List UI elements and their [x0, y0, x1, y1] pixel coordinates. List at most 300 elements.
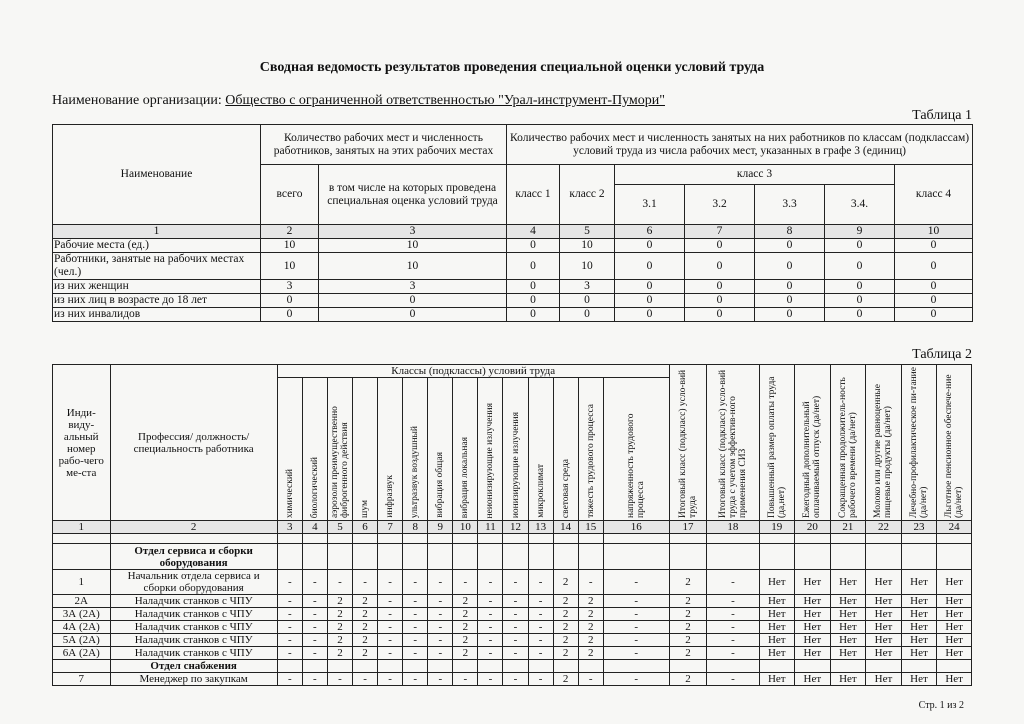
- t2-header-extra-leave: [795, 365, 831, 521]
- t1-header-class1: класс 1: [507, 165, 560, 225]
- table-cell: 2: [453, 595, 478, 608]
- table-cell: Нет: [866, 634, 902, 647]
- empty-cell: [53, 534, 111, 544]
- empty-cell: [553, 544, 578, 570]
- table-cell: 2: [669, 570, 707, 595]
- table-cell: 2: [553, 634, 578, 647]
- table-cell: 10: [319, 239, 507, 253]
- table-cell: 0: [825, 280, 895, 294]
- empty-cell: [795, 544, 831, 570]
- t1-col-num: 10: [895, 225, 973, 239]
- t2-col-num: 20: [795, 521, 831, 534]
- table-cell: Нет: [901, 608, 937, 621]
- table-cell: -: [353, 673, 378, 686]
- workplace-id: 2А: [53, 595, 111, 608]
- workplace-id: 4А (2А): [53, 621, 111, 634]
- table-cell: Нет: [830, 647, 866, 660]
- t2-col-num: 23: [901, 521, 937, 534]
- empty-cell: [428, 544, 453, 570]
- t1-header-class3: класс 3: [615, 165, 895, 185]
- factor-header: [503, 378, 528, 521]
- t2-col-num: 2: [110, 521, 277, 534]
- table-row: [53, 308, 973, 322]
- table-cell: -: [603, 634, 669, 647]
- table-cell: 0: [895, 294, 973, 308]
- table-cell: Нет: [901, 673, 937, 686]
- t2-col-num: 22: [866, 521, 902, 534]
- workplace-id: 7: [53, 673, 111, 686]
- empty-cell: [53, 544, 111, 570]
- table-cell: -: [403, 570, 428, 595]
- table-cell: Нет: [795, 570, 831, 595]
- table-cell: -: [453, 673, 478, 686]
- t2-col-num: 19: [759, 521, 795, 534]
- t2-header-id: Инди-виду-альный номер рабо-чего ме-ста: [53, 365, 111, 521]
- t1-header-total: всего: [261, 165, 319, 225]
- table-cell: -: [707, 608, 759, 621]
- table-cell: Нет: [937, 595, 972, 608]
- table-cell: 0: [560, 308, 615, 322]
- table-row: [53, 253, 973, 280]
- table-cell: -: [277, 608, 302, 621]
- empty-cell: [830, 534, 866, 544]
- table-cell: -: [478, 621, 503, 634]
- table-cell: -: [707, 621, 759, 634]
- t2-col-num: 4: [302, 521, 327, 534]
- tail-header-label: Льготное пенсионное обеспече-ние (да/нет): [944, 374, 965, 518]
- table-cell: -: [378, 673, 403, 686]
- section-row: [53, 660, 972, 673]
- empty-cell: [378, 660, 403, 673]
- t2-col-num: 1: [53, 521, 111, 534]
- t1-header-class2: класс 2: [560, 165, 615, 225]
- table-cell: -: [428, 570, 453, 595]
- table-cell: Нет: [901, 634, 937, 647]
- table-cell: Нет: [830, 595, 866, 608]
- table-cell: Нет: [866, 621, 902, 634]
- empty-cell: [578, 544, 603, 570]
- table-cell: 10: [560, 253, 615, 280]
- t2-col-num: 12: [503, 521, 528, 534]
- factor-header-label: вибрация локальная: [460, 436, 471, 518]
- tail-header-label: Повышенный размер оплаты труда (да,нет): [766, 376, 787, 518]
- table-cell: -: [302, 673, 327, 686]
- factor-header: [528, 378, 553, 521]
- table-cell: -: [528, 647, 553, 660]
- table-cell: Нет: [830, 673, 866, 686]
- t1-header-3-3: 3.3: [755, 185, 825, 225]
- t1-header-included: в том числе на которых проведена специальная оценка условий труда: [319, 165, 507, 225]
- table-cell: Нет: [937, 621, 972, 634]
- t2-col-num: 16: [603, 521, 669, 534]
- table-cell: -: [503, 570, 528, 595]
- table-cell: 2: [327, 608, 352, 621]
- table-cell: -: [428, 595, 453, 608]
- t1-col-num: 9: [825, 225, 895, 239]
- empty-cell: [901, 660, 937, 673]
- empty-cell: [302, 534, 327, 544]
- t2-header-extra-pay: [759, 365, 795, 521]
- table-cell: -: [403, 673, 428, 686]
- t2-col-num: 14: [553, 521, 578, 534]
- table-cell: 0: [615, 294, 685, 308]
- factor-header: [302, 378, 327, 521]
- spacer-row: [53, 534, 972, 544]
- factor-header-label: микроклимат: [535, 464, 546, 518]
- section-name: Отдел сервиса и сборки оборудования: [110, 544, 277, 570]
- table-cell: 0: [615, 253, 685, 280]
- table-cell: -: [378, 570, 403, 595]
- table-cell: 0: [685, 253, 755, 280]
- empty-cell: [603, 534, 669, 544]
- empty-cell: [302, 544, 327, 570]
- table-cell: 0: [895, 239, 973, 253]
- t2-col-num: 9: [428, 521, 453, 534]
- table-cell: -: [478, 608, 503, 621]
- empty-cell: [277, 534, 302, 544]
- table-cell: -: [603, 621, 669, 634]
- table-cell: 10: [261, 253, 319, 280]
- factor-header-label: световая среда: [560, 458, 571, 518]
- empty-cell: [553, 534, 578, 544]
- table-cell: Нет: [866, 647, 902, 660]
- t2-header-classes: Классы (подклассы) условий труда: [277, 365, 669, 378]
- table-cell: 2: [353, 608, 378, 621]
- empty-cell: [669, 544, 707, 570]
- page-number: Стр. 1 из 2: [918, 700, 964, 711]
- empty-cell: [937, 544, 972, 570]
- empty-cell: [669, 534, 707, 544]
- factor-header: [353, 378, 378, 521]
- t2-col-num: 6: [353, 521, 378, 534]
- empty-cell: [378, 534, 403, 544]
- workplace-id: 3А (2А): [53, 608, 111, 621]
- t1-header-classes: Количество рабочих мест и численность занятых на них работников по классам (подклассам) условий труда из числа рабочих мест, указанных в графе 3 (единиц): [507, 125, 973, 165]
- table-row: [53, 595, 972, 608]
- table-cell: 0: [685, 280, 755, 294]
- workplace-id: 6А (2А): [53, 647, 111, 660]
- empty-cell: [759, 534, 795, 544]
- table-cell: Нет: [866, 570, 902, 595]
- empty-cell: [937, 534, 972, 544]
- table-cell: 0: [319, 308, 507, 322]
- row-label: Рабочие места (ед.): [53, 239, 261, 253]
- tail-header-label: Молоко или другие равноценные пищевые продукты (да/нет): [873, 383, 894, 518]
- table-cell: -: [478, 570, 503, 595]
- empty-cell: [453, 534, 478, 544]
- empty-cell: [866, 534, 902, 544]
- tail-header-label: Итоговый класс (подкласс) усло-вий труда: [677, 369, 698, 518]
- table-cell: -: [428, 608, 453, 621]
- table-row: [53, 239, 973, 253]
- t2-header-short-hours: [830, 365, 866, 521]
- table-cell: -: [277, 647, 302, 660]
- empty-cell: [759, 660, 795, 673]
- table-cell: Нет: [759, 621, 795, 634]
- empty-cell: [503, 660, 528, 673]
- table-cell: -: [327, 673, 352, 686]
- table-cell: 2: [327, 595, 352, 608]
- table-cell: -: [478, 595, 503, 608]
- table-cell: 0: [261, 294, 319, 308]
- table-cell: 0: [507, 280, 560, 294]
- empty-cell: [603, 660, 669, 673]
- table-cell: Нет: [795, 673, 831, 686]
- factor-header-label: неионизирующие излучения: [485, 402, 496, 518]
- table-cell: -: [302, 634, 327, 647]
- table-cell: 10: [560, 239, 615, 253]
- table-cell: 2: [669, 595, 707, 608]
- table-cell: 2: [553, 647, 578, 660]
- empty-cell: [302, 660, 327, 673]
- tail-header-label: Ежегодный дополнительный оплачиваемый отпуск (да/нет): [802, 395, 823, 518]
- table-cell: Нет: [866, 673, 902, 686]
- t1-col-num: 3: [319, 225, 507, 239]
- table-cell: -: [378, 621, 403, 634]
- table-cell: 2: [669, 634, 707, 647]
- table-cell: 2: [327, 647, 352, 660]
- table-row: [53, 608, 972, 621]
- table-cell: -: [603, 570, 669, 595]
- table-cell: -: [302, 608, 327, 621]
- empty-cell: [528, 660, 553, 673]
- factor-header: [428, 378, 453, 521]
- table-cell: -: [478, 673, 503, 686]
- t2-header-final-class: [669, 365, 707, 521]
- table-cell: -: [403, 634, 428, 647]
- table-row: [53, 621, 972, 634]
- table-cell: -: [603, 608, 669, 621]
- t1-col-num: 5: [560, 225, 615, 239]
- factor-header-label: тяжесть трудового процесса: [585, 404, 596, 518]
- table-cell: 2: [453, 608, 478, 621]
- t1-header-class4: класс 4: [895, 165, 973, 225]
- empty-cell: [578, 660, 603, 673]
- table-cell: -: [277, 570, 302, 595]
- table-cell: 0: [895, 253, 973, 280]
- empty-cell: [453, 544, 478, 570]
- table-cell: -: [578, 570, 603, 595]
- table-row: [53, 634, 972, 647]
- table-cell: -: [378, 634, 403, 647]
- empty-cell: [707, 534, 759, 544]
- empty-cell: [707, 660, 759, 673]
- empty-cell: [353, 660, 378, 673]
- table-cell: 0: [825, 253, 895, 280]
- table-cell: Нет: [937, 647, 972, 660]
- factor-header: [277, 378, 302, 521]
- row-label: из них лиц в возрасте до 18 лет: [53, 294, 261, 308]
- table-cell: -: [403, 647, 428, 660]
- empty-cell: [937, 660, 972, 673]
- table-cell: Нет: [830, 608, 866, 621]
- factor-header-label: напряженность трудового процесса: [626, 413, 647, 518]
- table-cell: -: [302, 595, 327, 608]
- table-cell: -: [707, 673, 759, 686]
- table-cell: 2: [453, 621, 478, 634]
- table-cell: 3: [560, 280, 615, 294]
- t2-col-num: 24: [937, 521, 972, 534]
- t2-col-num: 13: [528, 521, 553, 534]
- empty-cell: [503, 544, 528, 570]
- table-row: [53, 280, 973, 294]
- table-cell: -: [428, 673, 453, 686]
- profession-name: Наладчик станков с ЧПУ: [110, 608, 277, 621]
- table-cell: -: [528, 634, 553, 647]
- table-cell: 2: [578, 621, 603, 634]
- table-cell: 0: [895, 280, 973, 294]
- empty-cell: [327, 544, 352, 570]
- tail-header-label: Итоговый класс (подкласс) усло-вий труда с учетом эффектив-ного применения СИЗ: [717, 369, 748, 518]
- table-cell: Нет: [901, 570, 937, 595]
- table-cell: -: [478, 634, 503, 647]
- empty-cell: [378, 544, 403, 570]
- table-cell: -: [403, 621, 428, 634]
- table-cell: 0: [685, 294, 755, 308]
- table-cell: 10: [319, 253, 507, 280]
- factor-header-label: ионизирующие излучения: [510, 411, 521, 518]
- t2-header-final-class-siz: [707, 365, 759, 521]
- table-cell: 0: [755, 280, 825, 294]
- table-row: [53, 673, 972, 686]
- workplace-id: 5А (2А): [53, 634, 111, 647]
- t2-col-num: 8: [403, 521, 428, 534]
- row-label: из них женщин: [53, 280, 261, 294]
- table-cell: 2: [353, 595, 378, 608]
- table-cell: -: [578, 673, 603, 686]
- table-cell: Нет: [795, 621, 831, 634]
- empty-cell: [353, 534, 378, 544]
- empty-cell: [603, 544, 669, 570]
- table-cell: 2: [578, 595, 603, 608]
- table-cell: Нет: [830, 570, 866, 595]
- table-cell: Нет: [937, 634, 972, 647]
- table-cell: -: [302, 621, 327, 634]
- table-cell: 2: [669, 621, 707, 634]
- t2-col-num: 5: [327, 521, 352, 534]
- table-cell: 0: [755, 253, 825, 280]
- table-cell: -: [478, 647, 503, 660]
- table-cell: 0: [825, 294, 895, 308]
- empty-cell: [901, 534, 937, 544]
- table-cell: 0: [755, 308, 825, 322]
- table-cell: -: [603, 647, 669, 660]
- table-cell: -: [603, 673, 669, 686]
- table-cell: 2: [578, 608, 603, 621]
- empty-cell: [403, 660, 428, 673]
- table2-label: Таблица 2: [912, 347, 972, 362]
- factor-header-label: ультразвук воздушный: [410, 425, 421, 518]
- empty-cell: [578, 534, 603, 544]
- factor-header: [453, 378, 478, 521]
- t1-col-num: 7: [685, 225, 755, 239]
- table-cell: Нет: [937, 673, 972, 686]
- table-cell: -: [327, 570, 352, 595]
- empty-cell: [53, 660, 111, 673]
- table-cell: 3: [319, 280, 507, 294]
- table-cell: Нет: [795, 608, 831, 621]
- table-cell: 0: [507, 239, 560, 253]
- table-cell: 2: [578, 647, 603, 660]
- table-cell: 2: [553, 673, 578, 686]
- factor-header-label: вибрация общая: [435, 452, 446, 518]
- table-cell: -: [277, 634, 302, 647]
- factor-header: [403, 378, 428, 521]
- document-title: Сводная ведомость результатов проведения специальной оценки условий труда: [259, 60, 765, 75]
- table-cell: Нет: [901, 621, 937, 634]
- table-cell: 2: [578, 634, 603, 647]
- table-cell: 2: [669, 608, 707, 621]
- empty-cell: [553, 660, 578, 673]
- table-cell: 0: [755, 239, 825, 253]
- table-cell: 0: [261, 308, 319, 322]
- table-cell: -: [277, 673, 302, 686]
- table-cell: -: [528, 570, 553, 595]
- section-row: [53, 544, 972, 570]
- table-cell: Нет: [830, 634, 866, 647]
- table-cell: 2: [353, 634, 378, 647]
- table-cell: -: [707, 595, 759, 608]
- profession-name: Начальник отдела сервиса и сборки оборудования: [110, 570, 277, 595]
- table-row: [53, 294, 973, 308]
- empty-cell: [669, 660, 707, 673]
- t1-header-3-4: 3.4.: [825, 185, 895, 225]
- table-cell: Нет: [759, 673, 795, 686]
- empty-cell: [277, 660, 302, 673]
- table-cell: -: [428, 634, 453, 647]
- table-cell: -: [528, 621, 553, 634]
- table-cell: -: [428, 621, 453, 634]
- table-cell: 2: [353, 647, 378, 660]
- section-name: Отдел снабжения: [110, 660, 277, 673]
- table-cell: 0: [615, 239, 685, 253]
- tail-header-label: Сокращенная продолжитель-ность рабочего времени (да/нет): [837, 377, 858, 518]
- table-cell: -: [707, 570, 759, 595]
- table-cell: -: [603, 595, 669, 608]
- t1-header-count: Количество рабочих мест и численность работников, занятых на этих рабочих местах: [261, 125, 507, 165]
- table-cell: Нет: [759, 570, 795, 595]
- t2-col-num: 7: [378, 521, 403, 534]
- table-row: [53, 647, 972, 660]
- table-cell: 0: [825, 308, 895, 322]
- organization-name: Общество с ограниченной ответственностью "Урал-инструмент-Пумори": [225, 93, 665, 108]
- table-cell: -: [428, 647, 453, 660]
- empty-cell: [327, 660, 352, 673]
- table-cell: -: [353, 570, 378, 595]
- workplace-id: 1: [53, 570, 111, 595]
- empty-cell: [428, 660, 453, 673]
- empty-cell: [707, 544, 759, 570]
- empty-cell: [453, 660, 478, 673]
- profession-name: Наладчик станков с ЧПУ: [110, 595, 277, 608]
- empty-cell: [478, 544, 503, 570]
- t1-col-num: 2: [261, 225, 319, 239]
- table-cell: 0: [507, 308, 560, 322]
- organization-label: Наименование организации:: [52, 93, 222, 108]
- table-cell: Нет: [759, 634, 795, 647]
- t2-col-num: 10: [453, 521, 478, 534]
- table-cell: 0: [319, 294, 507, 308]
- factor-header: [578, 378, 603, 521]
- t2-header-pension: [937, 365, 972, 521]
- table-cell: Нет: [937, 608, 972, 621]
- table-cell: -: [503, 647, 528, 660]
- table-cell: -: [277, 595, 302, 608]
- empty-cell: [403, 544, 428, 570]
- t2-header-profession: Профессия/ должность/ специальность работника: [110, 365, 277, 521]
- table-cell: 2: [669, 647, 707, 660]
- empty-cell: [795, 660, 831, 673]
